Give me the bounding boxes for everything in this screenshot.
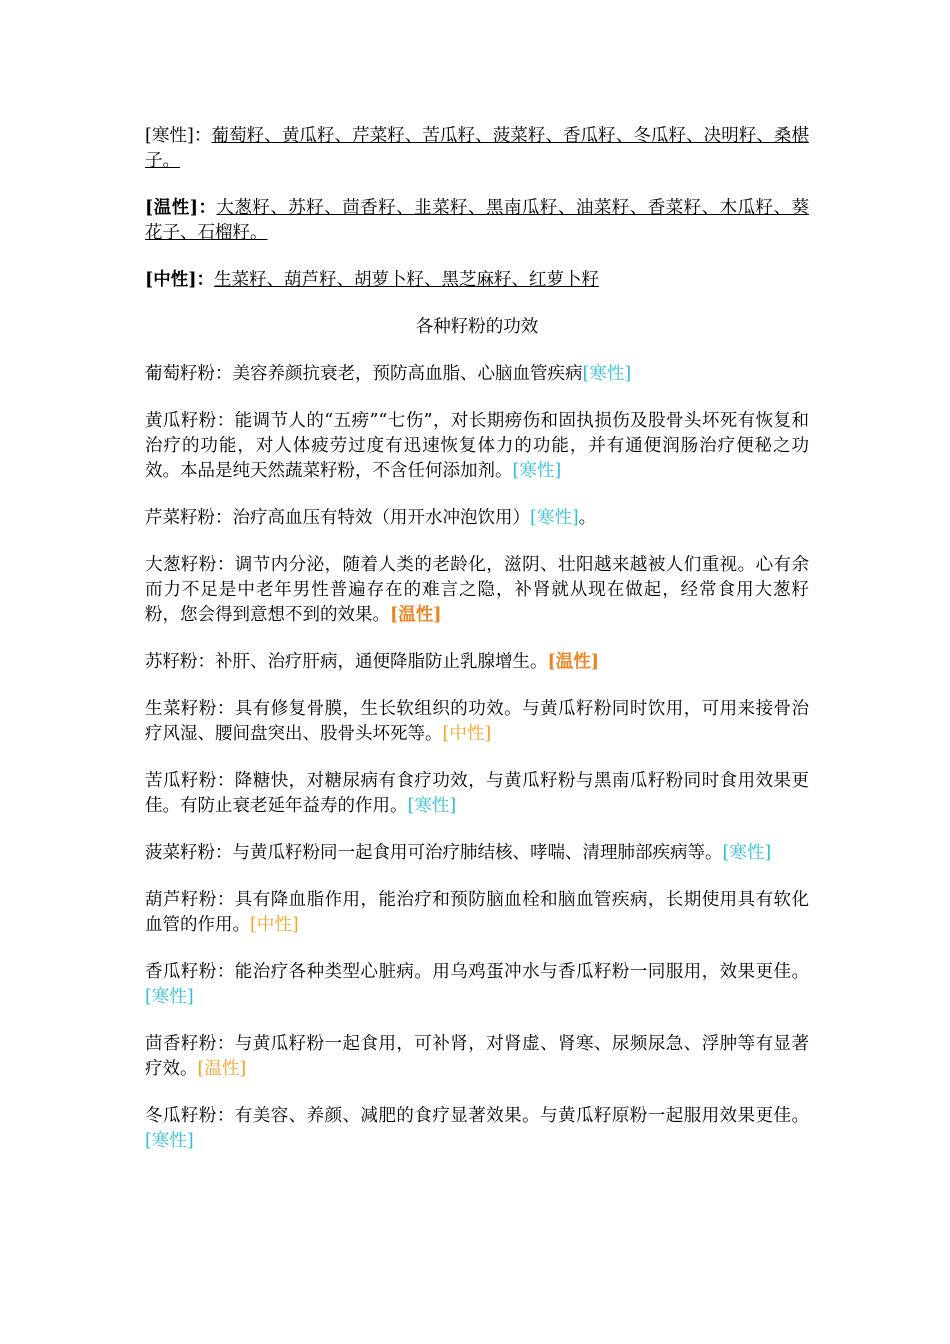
property-tag: [温性] — [197, 1059, 247, 1079]
category-label: [寒性]： — [145, 126, 212, 146]
entry-paragraph — [145, 960, 809, 1010]
category-neutral — [145, 268, 809, 293]
entry-paragraph — [145, 650, 809, 675]
property-tag: [寒性] — [582, 364, 632, 384]
entry-text: 香瓜籽粉：能治疗各种类型心脏病。用乌鸡蛋冲水与香瓜籽粉一同服用，效果更佳。 — [145, 962, 809, 982]
category-items: 生菜籽、葫芦籽、胡萝卜籽、黑芝麻籽、红萝卜籽 — [214, 270, 600, 290]
entry-paragraph — [145, 362, 809, 387]
property-tag: [温性] — [547, 652, 600, 672]
category-label: [温性]： — [145, 198, 217, 218]
property-tag: [寒性] — [407, 796, 457, 816]
property-tag: [寒性] — [145, 1131, 194, 1151]
entry-text: 黄瓜籽粉：能调节人的“五痨”“七伤”，对长期痨伤和固执损伤及股骨头坏死有恢复和治疗的功能，对人体疲劳过度有迅速恢复体力的功能，并有通便润肠治疗便秘之功效。本品是纯天然蔬菜籽粉，不含任何添加剂。 — [145, 411, 809, 481]
entry-text: 苦瓜籽粉：降糖快，对糖尿病有食疗功效，与黄瓜籽粉与黑南瓜籽粉同时食用效果更佳。有防止衰老延年益寿的作用。 — [145, 771, 809, 816]
category-warm — [145, 196, 809, 246]
entry-paragraph — [145, 769, 809, 819]
entry-paragraph — [145, 1104, 809, 1154]
entry-list — [145, 362, 809, 1154]
category-items: 大葱籽、苏籽、茴香籽、韭菜籽、黑南瓜籽、油菜籽、香菜籽、木瓜籽、葵花子、石榴籽。 — [145, 198, 810, 243]
entry-suffix: 。 — [578, 508, 597, 528]
document-page — [145, 124, 809, 1176]
property-tag: [寒性] — [722, 843, 772, 863]
property-tag: [寒性] — [145, 987, 194, 1007]
category-label: [中性]： — [145, 270, 215, 290]
property-tag: [寒性] — [530, 508, 579, 528]
entry-text: 苏籽粉：补肝、治疗肝病，通便降脂防止乳腺增生。 — [145, 652, 548, 672]
entry-paragraph — [145, 841, 809, 866]
property-tag: [寒性] — [512, 461, 562, 481]
entry-paragraph — [145, 888, 809, 938]
entry-text: 葡萄籽粉：美容养颜抗衰老，预防高血脂、心脑血管疾病 — [145, 364, 583, 384]
entry-paragraph — [145, 553, 809, 628]
section-title: 各种籽粉的功效 — [415, 317, 539, 337]
entry-text: 菠菜籽粉：与黄瓜籽粉同一起食用可治疗肺结核、哮喘、清理肺部疾病等。 — [145, 843, 723, 863]
category-cold — [145, 124, 809, 174]
entry-text: 冬瓜籽粉：有美容、养颜、减肥的食疗显著效果。与黄瓜籽原粉一起服用效果更佳。 — [145, 1106, 809, 1126]
entry-text: 生菜籽粉：具有修复骨膜，生长软组织的功效。与黄瓜籽粉同时饮用，可用来接骨治疗风湿、腰间盘突出、股骨头坏死等。 — [145, 699, 809, 744]
entry-paragraph — [145, 506, 809, 531]
category-items: 葡萄籽、黄瓜籽、芹菜籽、苦瓜籽、菠菜籽、香瓜籽、冬瓜籽、决明籽、桑椹子。 — [145, 126, 809, 171]
property-tag: [中性] — [250, 915, 299, 935]
entry-text: 芹菜籽粉：治疗高血压有特效（用开水冲泡饮用） — [145, 508, 530, 528]
entry-paragraph — [145, 1032, 809, 1082]
property-tag: [温性] — [390, 605, 442, 625]
property-tag: [中性] — [442, 724, 492, 744]
entry-text: 茴香籽粉：与黄瓜籽粉一起食用，可补肾，对肾虚、肾寒、尿频尿急、浮肿等有显著疗效。 — [145, 1034, 809, 1079]
entry-paragraph — [145, 697, 809, 747]
entry-paragraph — [145, 409, 809, 484]
entry-text: 葫芦籽粉：具有降血脂作用，能治疗和预防脑血栓和脑血管疾病，长期使用具有软化血管的作用。 — [145, 890, 809, 935]
entry-text: 大葱籽粉：调节内分泌，随着人类的老龄化，滋阴、壮阳越来越被人们重视。心有余而力不足是中老年男性普遍存在的难言之隐，补肾就从现在做起，经常食用大葱籽粉，您会得到意想不到的效果。 — [145, 555, 809, 625]
